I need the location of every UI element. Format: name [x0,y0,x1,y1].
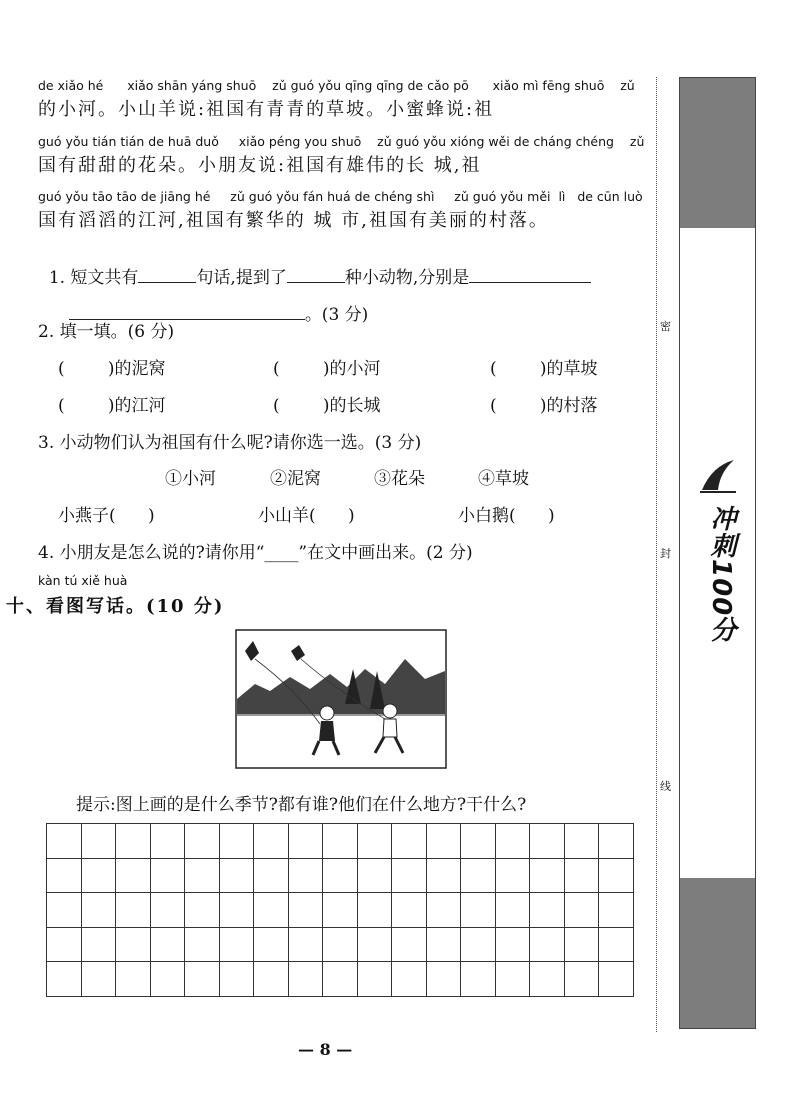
grid-row [47,824,634,859]
q3-option-2: ②泥窝 [270,469,321,489]
seal-xian: 线 [660,780,671,793]
girl-head [320,706,334,720]
passage-line-1: 的小河。小山羊说:祖国有青青的草坡。小蜜蜂说:祖 [38,99,495,120]
q2-item-2[interactable]: ( )的小河 [273,359,381,379]
writing-grid[interactable] [46,823,634,997]
pinyin-line-3: guó yǒu tāo tāo de jiāng hé zǔ guó yǒu fán huá de chéng shì zǔ guó yǒu měi lì de cūn luò [38,189,643,204]
q2-item-3[interactable]: ( )的草坡 [490,359,598,379]
seal-feng: 封 [660,547,671,560]
grid-row [47,962,634,997]
brand-title: 冲刺100分 [706,505,736,644]
q3-answer-goat[interactable]: 小山羊( ) [258,506,355,526]
question-2-title: 2. 填一填。(6 分) [38,322,175,342]
pinyin-line-1: de xiǎo hé xiǎo shān yáng shuō zǔ guó yǒu qīng qīng de cǎo pō xiǎo mì fēng shuō zǔ [38,78,635,93]
passage-line-2: 国有甜甜的花朵。小朋友说:祖国有雄伟的长 城,祖 [38,155,482,176]
q1-text-a: 1. 短文共有 [48,268,139,288]
q3-option-4: ④草坡 [478,469,529,489]
q1-text-b: 句话,提到了 [196,268,287,288]
grid-row [47,893,634,928]
section-10-title: 十、看图写话。(10 分) [6,596,225,617]
q3-answer-goose[interactable]: 小白鹅( ) [458,506,555,526]
q3-answer-swallow[interactable]: 小燕子( ) [58,506,155,526]
side-gray-top [680,78,755,228]
question-3-title: 3. 小动物们认为祖国有什么呢?请你选一选。(3 分) [38,433,422,453]
grid-row [47,927,634,962]
kite-flying-illustration [235,629,447,769]
hint-text: 提示:图上画的是什么季节?都有谁?他们在什么地方?干什么? [76,795,527,815]
passage-line-3: 国有滔滔的江河,祖国有繁华的 城 市,祖国有美丽的村落。 [38,210,549,231]
q1-text-c: 种小动物,分别是 [344,268,470,288]
boy-head [383,704,397,718]
seal-mi: 密 [660,320,671,333]
pinyin-line-2: guó yǒu tián tián de huā duǒ xiǎo péng you shuō zǔ guó yǒu xióng wěi de cháng chéng zǔ [38,134,645,149]
binding-dotted-line [656,77,657,1032]
question-4: 4. 小朋友是怎么说的?请你用“____”在文中画出来。(2 分) [38,543,473,563]
q2-item-4[interactable]: ( )的江河 [58,396,166,416]
q3-option-3: ③花朵 [374,469,425,489]
q2-item-6[interactable]: ( )的村落 [490,396,598,416]
publisher-logo-icon [698,456,738,496]
grid-row [47,858,634,893]
q2-item-5[interactable]: ( )的长城 [273,396,381,416]
q1-score: 。(3 分) [304,305,369,325]
q1-blank-names[interactable] [469,282,591,283]
page-number: — 8 — [298,1040,353,1059]
q3-option-1: ①小河 [165,469,216,489]
q2-item-1[interactable]: ( )的泥窝 [58,359,166,379]
side-gray-bottom [680,878,755,1028]
section-10-pinyin: kàn tú xiě huà [38,573,128,588]
